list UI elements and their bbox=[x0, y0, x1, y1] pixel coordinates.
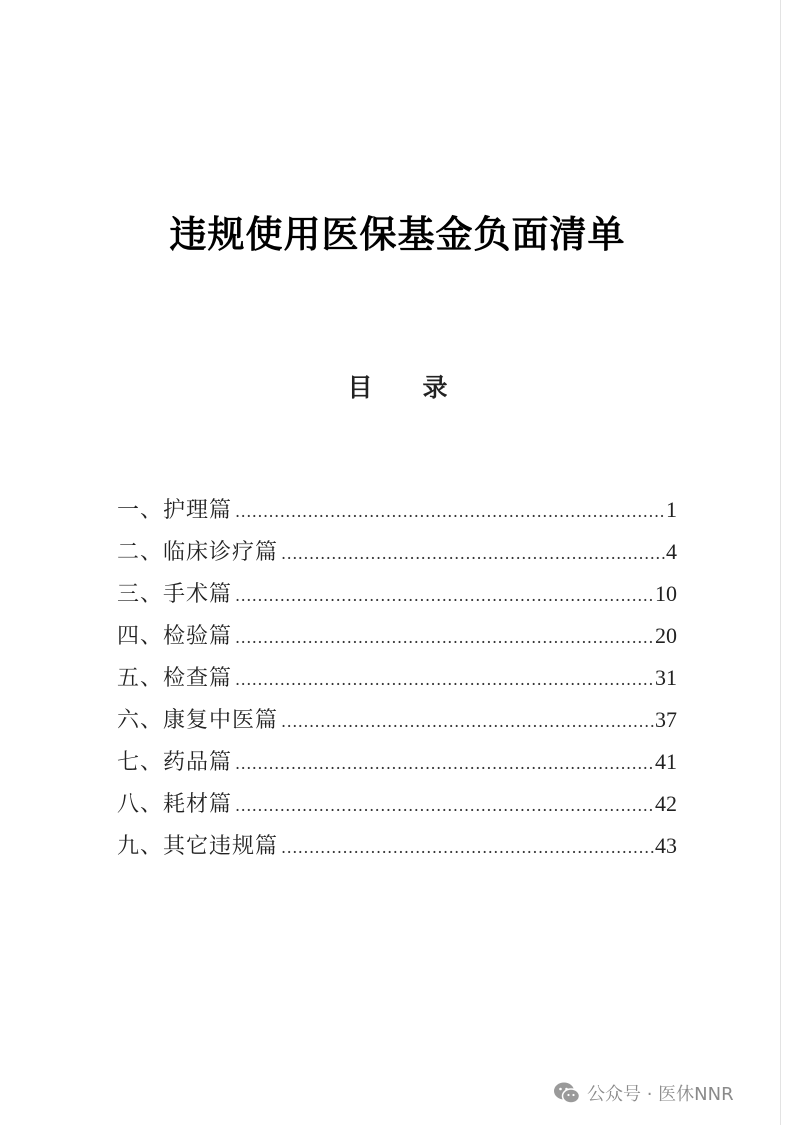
toc-dot-leader bbox=[281, 544, 665, 563]
toc-entry-surgery[interactable] bbox=[117, 577, 677, 619]
toc-entry-label: 五、检查篇 bbox=[117, 666, 233, 691]
toc-page-number: 4 bbox=[666, 539, 677, 564]
toc-entry-label: 九、其它违规篇 bbox=[117, 834, 279, 859]
toc-entry-clinical[interactable] bbox=[117, 535, 677, 577]
watermark bbox=[553, 1080, 734, 1106]
toc-entry-other-violations[interactable] bbox=[117, 829, 677, 871]
toc-page-number: 31 bbox=[655, 665, 677, 690]
toc-page-number: 41 bbox=[655, 749, 677, 774]
document-title: 违规使用医保基金负面清单 bbox=[169, 213, 626, 256]
toc-entry-nursing[interactable] bbox=[117, 493, 677, 535]
wechat-icon bbox=[553, 1081, 581, 1105]
toc-entry-label: 六、康复中医篇 bbox=[117, 708, 279, 733]
toc-entry-consumables[interactable] bbox=[117, 787, 677, 829]
toc-dot-leader bbox=[235, 502, 665, 521]
toc-entry-drugs[interactable] bbox=[117, 745, 677, 787]
toc-entry-label: 一、护理篇 bbox=[117, 498, 233, 523]
toc-page-number: 37 bbox=[655, 707, 677, 732]
toc-dot-leader bbox=[235, 754, 654, 773]
toc-page-number: 42 bbox=[655, 791, 677, 816]
toc-page-number: 20 bbox=[655, 623, 677, 648]
toc-entry-label: 四、检验篇 bbox=[117, 624, 233, 649]
toc-entry-label: 三、手术篇 bbox=[117, 582, 233, 607]
toc-dot-leader bbox=[235, 586, 654, 605]
toc-dot-leader bbox=[281, 712, 654, 731]
toc-entry-rehab-tcm[interactable] bbox=[117, 703, 677, 745]
toc-page-number: 1 bbox=[666, 497, 677, 522]
toc-dot-leader bbox=[281, 838, 654, 857]
toc-entry-lab-test[interactable] bbox=[117, 619, 677, 661]
toc-page-number: 43 bbox=[655, 833, 677, 858]
toc-page-number: 10 bbox=[655, 581, 677, 606]
toc-entry-label: 七、药品篇 bbox=[117, 750, 233, 775]
watermark-text: 公众号 · 医休NNR bbox=[587, 1084, 734, 1105]
toc-entry-label: 八、耗材篇 bbox=[117, 792, 233, 817]
toc-dot-leader bbox=[235, 796, 654, 815]
table-of-contents bbox=[117, 493, 677, 871]
toc-dot-leader bbox=[235, 670, 654, 689]
toc-heading: 目 录 bbox=[347, 373, 448, 402]
toc-dot-leader bbox=[235, 628, 654, 647]
page-edge-rule bbox=[780, 0, 781, 1125]
toc-entry-examination[interactable] bbox=[117, 661, 677, 703]
toc-entry-label: 二、临床诊疗篇 bbox=[117, 540, 279, 565]
